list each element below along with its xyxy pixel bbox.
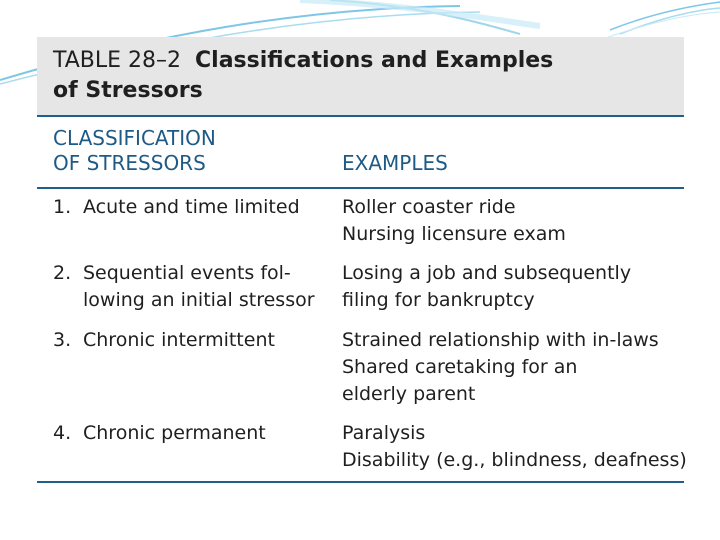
rule-bottom xyxy=(37,481,684,483)
row-examples xyxy=(342,260,631,314)
example-line: filing for bankruptcy xyxy=(342,289,535,311)
example-line: Strained relationship with in-laws xyxy=(342,329,659,351)
example-line: Shared caretaking for an xyxy=(342,356,578,378)
classification-line: Sequential events fol- xyxy=(83,262,291,284)
row-examples xyxy=(342,194,566,248)
header-classification-line2: OF STRESSORS xyxy=(53,151,206,175)
table-number: TABLE 28–2 xyxy=(53,48,182,73)
row-classification xyxy=(83,260,315,314)
classification-line: Chronic permanent xyxy=(83,422,266,444)
row-classification xyxy=(83,420,266,447)
example-line: Disability (e.g., blindness, deafness) xyxy=(342,449,687,471)
example-line: Nursing licensure exam xyxy=(342,223,566,245)
row-index: 1. xyxy=(53,196,72,218)
stressor-table xyxy=(37,37,687,482)
table-title xyxy=(53,46,673,106)
example-line: elderly parent xyxy=(342,383,476,405)
header-examples: EXAMPLES xyxy=(342,151,448,175)
row-examples xyxy=(342,327,659,408)
example-line: Roller coaster ride xyxy=(342,196,516,218)
classification-line: Acute and time limited xyxy=(83,196,300,218)
example-line: Paralysis xyxy=(342,422,426,444)
table-title-line1: Classifications and Examples xyxy=(195,48,554,73)
rule-top xyxy=(37,115,684,117)
header-classification-line1: CLASSIFICATION xyxy=(53,126,216,150)
row-examples xyxy=(342,420,687,474)
rule-header xyxy=(37,187,684,189)
row-index: 4. xyxy=(53,422,72,444)
example-line: Losing a job and subsequently xyxy=(342,262,632,284)
header-classification xyxy=(53,126,216,176)
row-classification xyxy=(83,194,300,221)
classification-line: Chronic intermittent xyxy=(83,329,275,351)
row-classification xyxy=(83,327,275,354)
classification-line: lowing an initial stressor xyxy=(83,289,315,311)
row-index: 3. xyxy=(53,329,72,351)
row-index: 2. xyxy=(53,262,72,284)
table-title-band xyxy=(37,37,684,115)
table-title-line2: of Stressors xyxy=(53,78,203,103)
